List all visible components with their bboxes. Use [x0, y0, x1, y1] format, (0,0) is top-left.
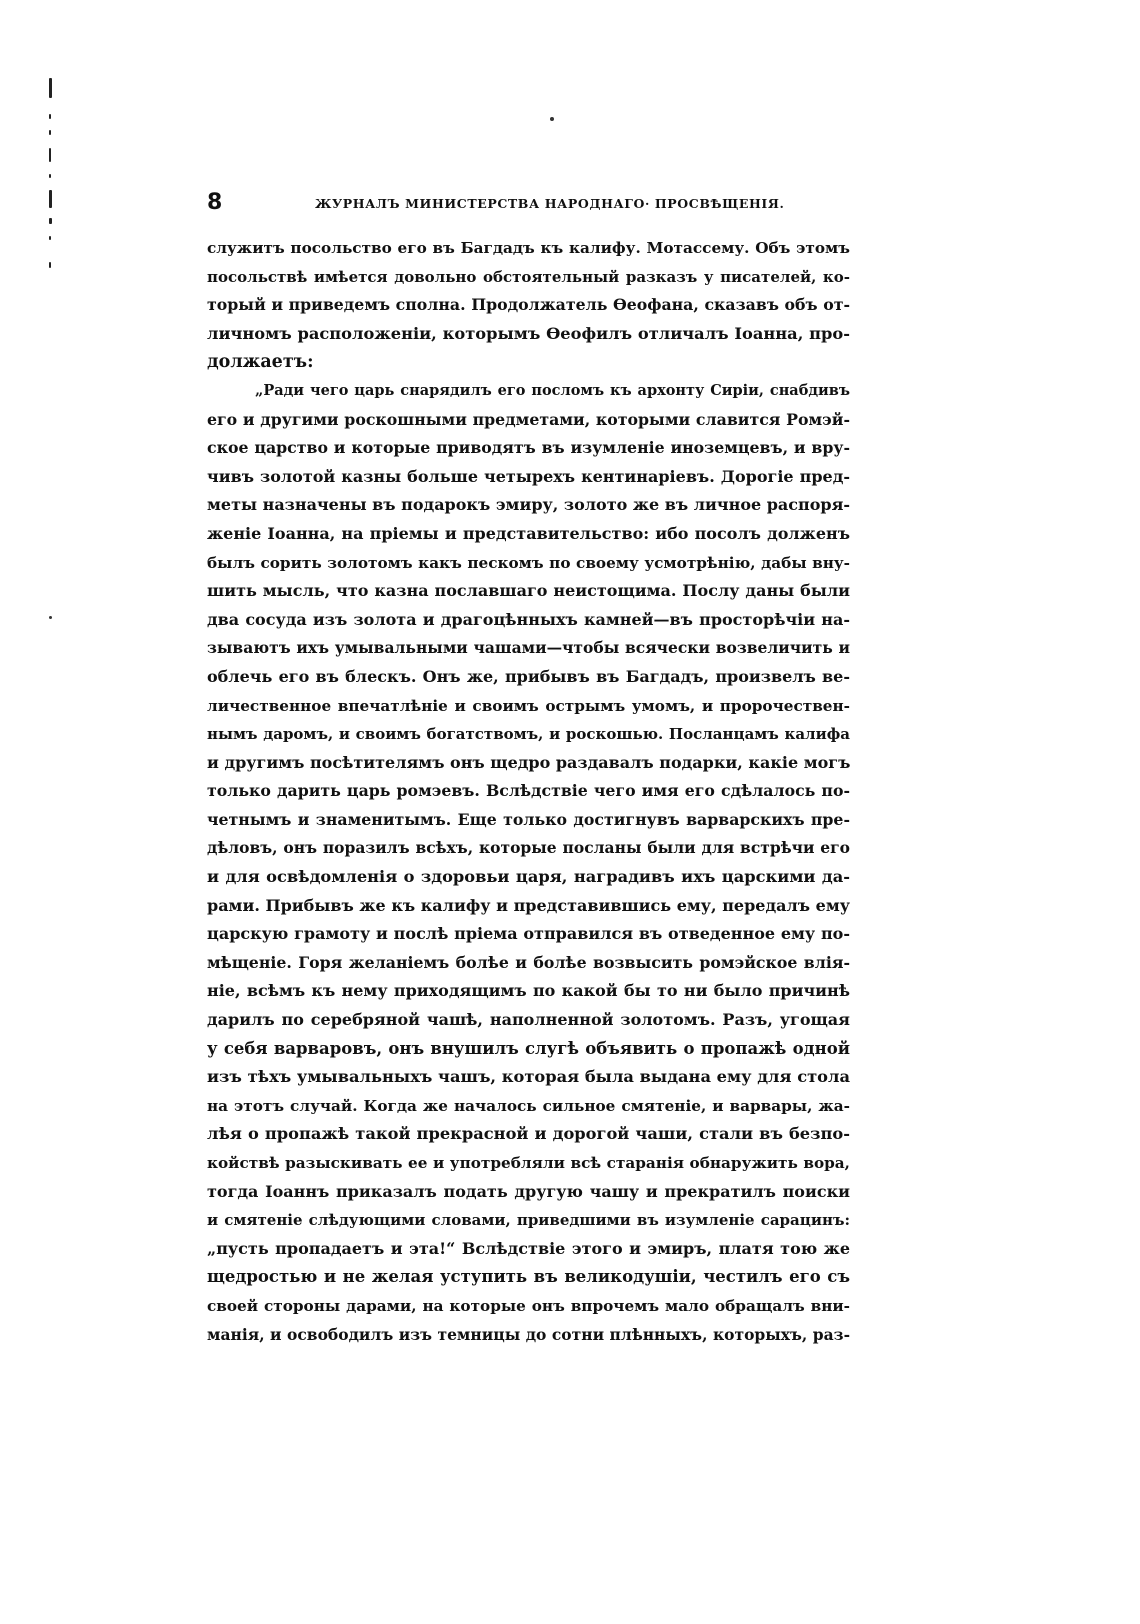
margin-mark: [49, 174, 51, 178]
page-number: 8: [207, 190, 223, 215]
text-line: дѣловъ, онъ поразилъ всѣхъ, которые посланы были для встрѣчи его: [207, 838, 850, 858]
page-header: [207, 190, 850, 220]
text-line: койствѣ разыскивать ее и употребляли всѣ старанія обнаружить вора,: [207, 1154, 850, 1172]
text-line: нымъ даромъ, и своимъ богатствомъ, и роскошью. Посланцамъ калифа: [207, 725, 850, 744]
text-line: личномъ расположеніи, которымъ Ѳеофилъ отличалъ Іоанна, про-: [207, 323, 850, 343]
margin-mark: [49, 262, 51, 268]
text-line: на этотъ случай. Когда же началось сильное смятеніе, и варвары, жа-: [207, 1096, 850, 1115]
paragraph-quotation: [207, 377, 850, 1349]
text-line: только дарить царь ромэевъ. Вслѣдствіе чего имя его сдѣлалось по-: [207, 781, 850, 801]
text-line: посольствѣ имѣется довольно обстоятельный разказъ у писателей, ко-: [207, 267, 850, 286]
stray-dot: [550, 117, 554, 121]
text-line: чивъ золотой казны больше четырехъ кентинаріевъ. Дорогіе пред-: [207, 466, 850, 486]
text-line: и для освѣдомленія о здоровьи царя, наградивъ ихъ царскими да-: [207, 867, 850, 887]
stray-dot: [49, 616, 52, 619]
text-line: и другимъ посѣтителямъ онъ щедро раздавалъ подарки, какіе могъ: [207, 752, 850, 772]
text-line: дарилъ по серебряной чашѣ, наполненной золотомъ. Разъ, угощая: [207, 1010, 850, 1030]
text-line: торый и приведемъ сполна. Продолжатель Ѳеофана, сказавъ объ от-: [207, 295, 850, 315]
running-title: ЖУРНАЛЪ МИНИСТЕРСТВА НАРОДНАГО· ПРОСВѢЩЕНІЯ.: [315, 196, 785, 211]
text-line: мѣщеніе. Горя желаніемъ болѣе и болѣе возвысить ромэйское влія-: [207, 952, 850, 972]
margin-mark: [49, 236, 51, 240]
margin-mark: [49, 190, 52, 208]
text-line: у себя варваровъ, онъ внушилъ слугѣ объявить о пропажѣ одной: [207, 1038, 850, 1058]
margin-mark: [49, 130, 51, 135]
text-line: женіе Іоанна, на пріемы и представительство: ибо посолъ долженъ: [207, 523, 850, 543]
margin-mark: [49, 148, 51, 162]
text-line: изъ тѣхъ умывальныхъ чашъ, которая была выдана ему для стола: [207, 1067, 850, 1087]
margin-scan-marks: [46, 78, 56, 278]
margin-mark: [49, 78, 52, 98]
text-line: своей стороны дарами, на которые онъ впрочемъ мало обращалъ вни-: [207, 1296, 850, 1315]
paragraph-intro: [207, 234, 850, 377]
text-line: царскую грамоту и послѣ пріема отправился въ отведенное ему по-: [207, 924, 850, 944]
text-line: „пусть пропадаетъ и эта!“ Вслѣдствіе этого и эмиръ, платя тою же: [207, 1238, 850, 1258]
text-line: шить мысль, что казна пославшаго неистощима. Послу даны были: [207, 581, 850, 601]
text-line: щедростью и не желая уступить въ великодушіи, честилъ его съ: [207, 1267, 850, 1287]
text-line: служитъ посольство его въ Багдадъ къ калифу. Мотассему. Объ этомъ: [207, 239, 850, 257]
body-text: [207, 234, 850, 1349]
text-line: лѣя о пропажѣ такой прекрасной и дорогой чаши, стали въ безпо-: [207, 1124, 850, 1144]
text-line: ніе, всѣмъ къ нему приходящимъ по какой бы то ни было причинѣ: [207, 981, 850, 1001]
text-line: должаетъ:: [207, 352, 314, 373]
margin-mark: [49, 218, 52, 224]
text-line: былъ сорить золотомъ какъ пескомъ по своему усмотрѣнію, дабы вну-: [207, 553, 850, 572]
text-line: рами. Прибывъ же къ калифу и представившись ему, передалъ ему: [207, 895, 850, 915]
text-line: его и другими роскошными предметами, которыми славится Ромэй-: [207, 409, 850, 429]
text-line: два сосуда изъ золота и драгоцѣнныхъ камней—въ просторѣчіи на-: [207, 609, 850, 629]
text-line: манія, и освободилъ изъ темницы до сотни плѣнныхъ, которыхъ, раз-: [207, 1324, 850, 1344]
text-line: зываютъ ихъ умывальными чашами—чтобы всячески возвеличить и: [207, 638, 850, 658]
text-line: облечь его въ блескъ. Онъ же, прибывъ въ Багдадъ, произвелъ ве-: [207, 666, 850, 686]
text-line: четнымъ и знаменитымъ. Еще только достигнувъ варварскихъ пре-: [207, 809, 850, 829]
text-line: меты назначены въ подарокъ эмиру, золото же въ личное распоря-: [207, 495, 850, 515]
text-line: ское царство и которые приводятъ въ изумленіе иноземцевъ, и вру-: [207, 438, 850, 458]
margin-mark: [49, 114, 51, 119]
text-line: тогда Іоаннъ приказалъ подать другую чашу и прекратилъ поиски: [207, 1181, 850, 1201]
text-line: личественное впечатлѣніе и своимъ острымъ умомъ, и пророчествен-: [207, 696, 850, 715]
text-line: и смятеніе слѣдующими словами, приведшими въ изумленіе сарацинъ:: [207, 1211, 850, 1230]
text-line: „Ради чего царь снарядилъ его посломъ къ архонту Сиріи, снабдивъ: [255, 381, 850, 399]
